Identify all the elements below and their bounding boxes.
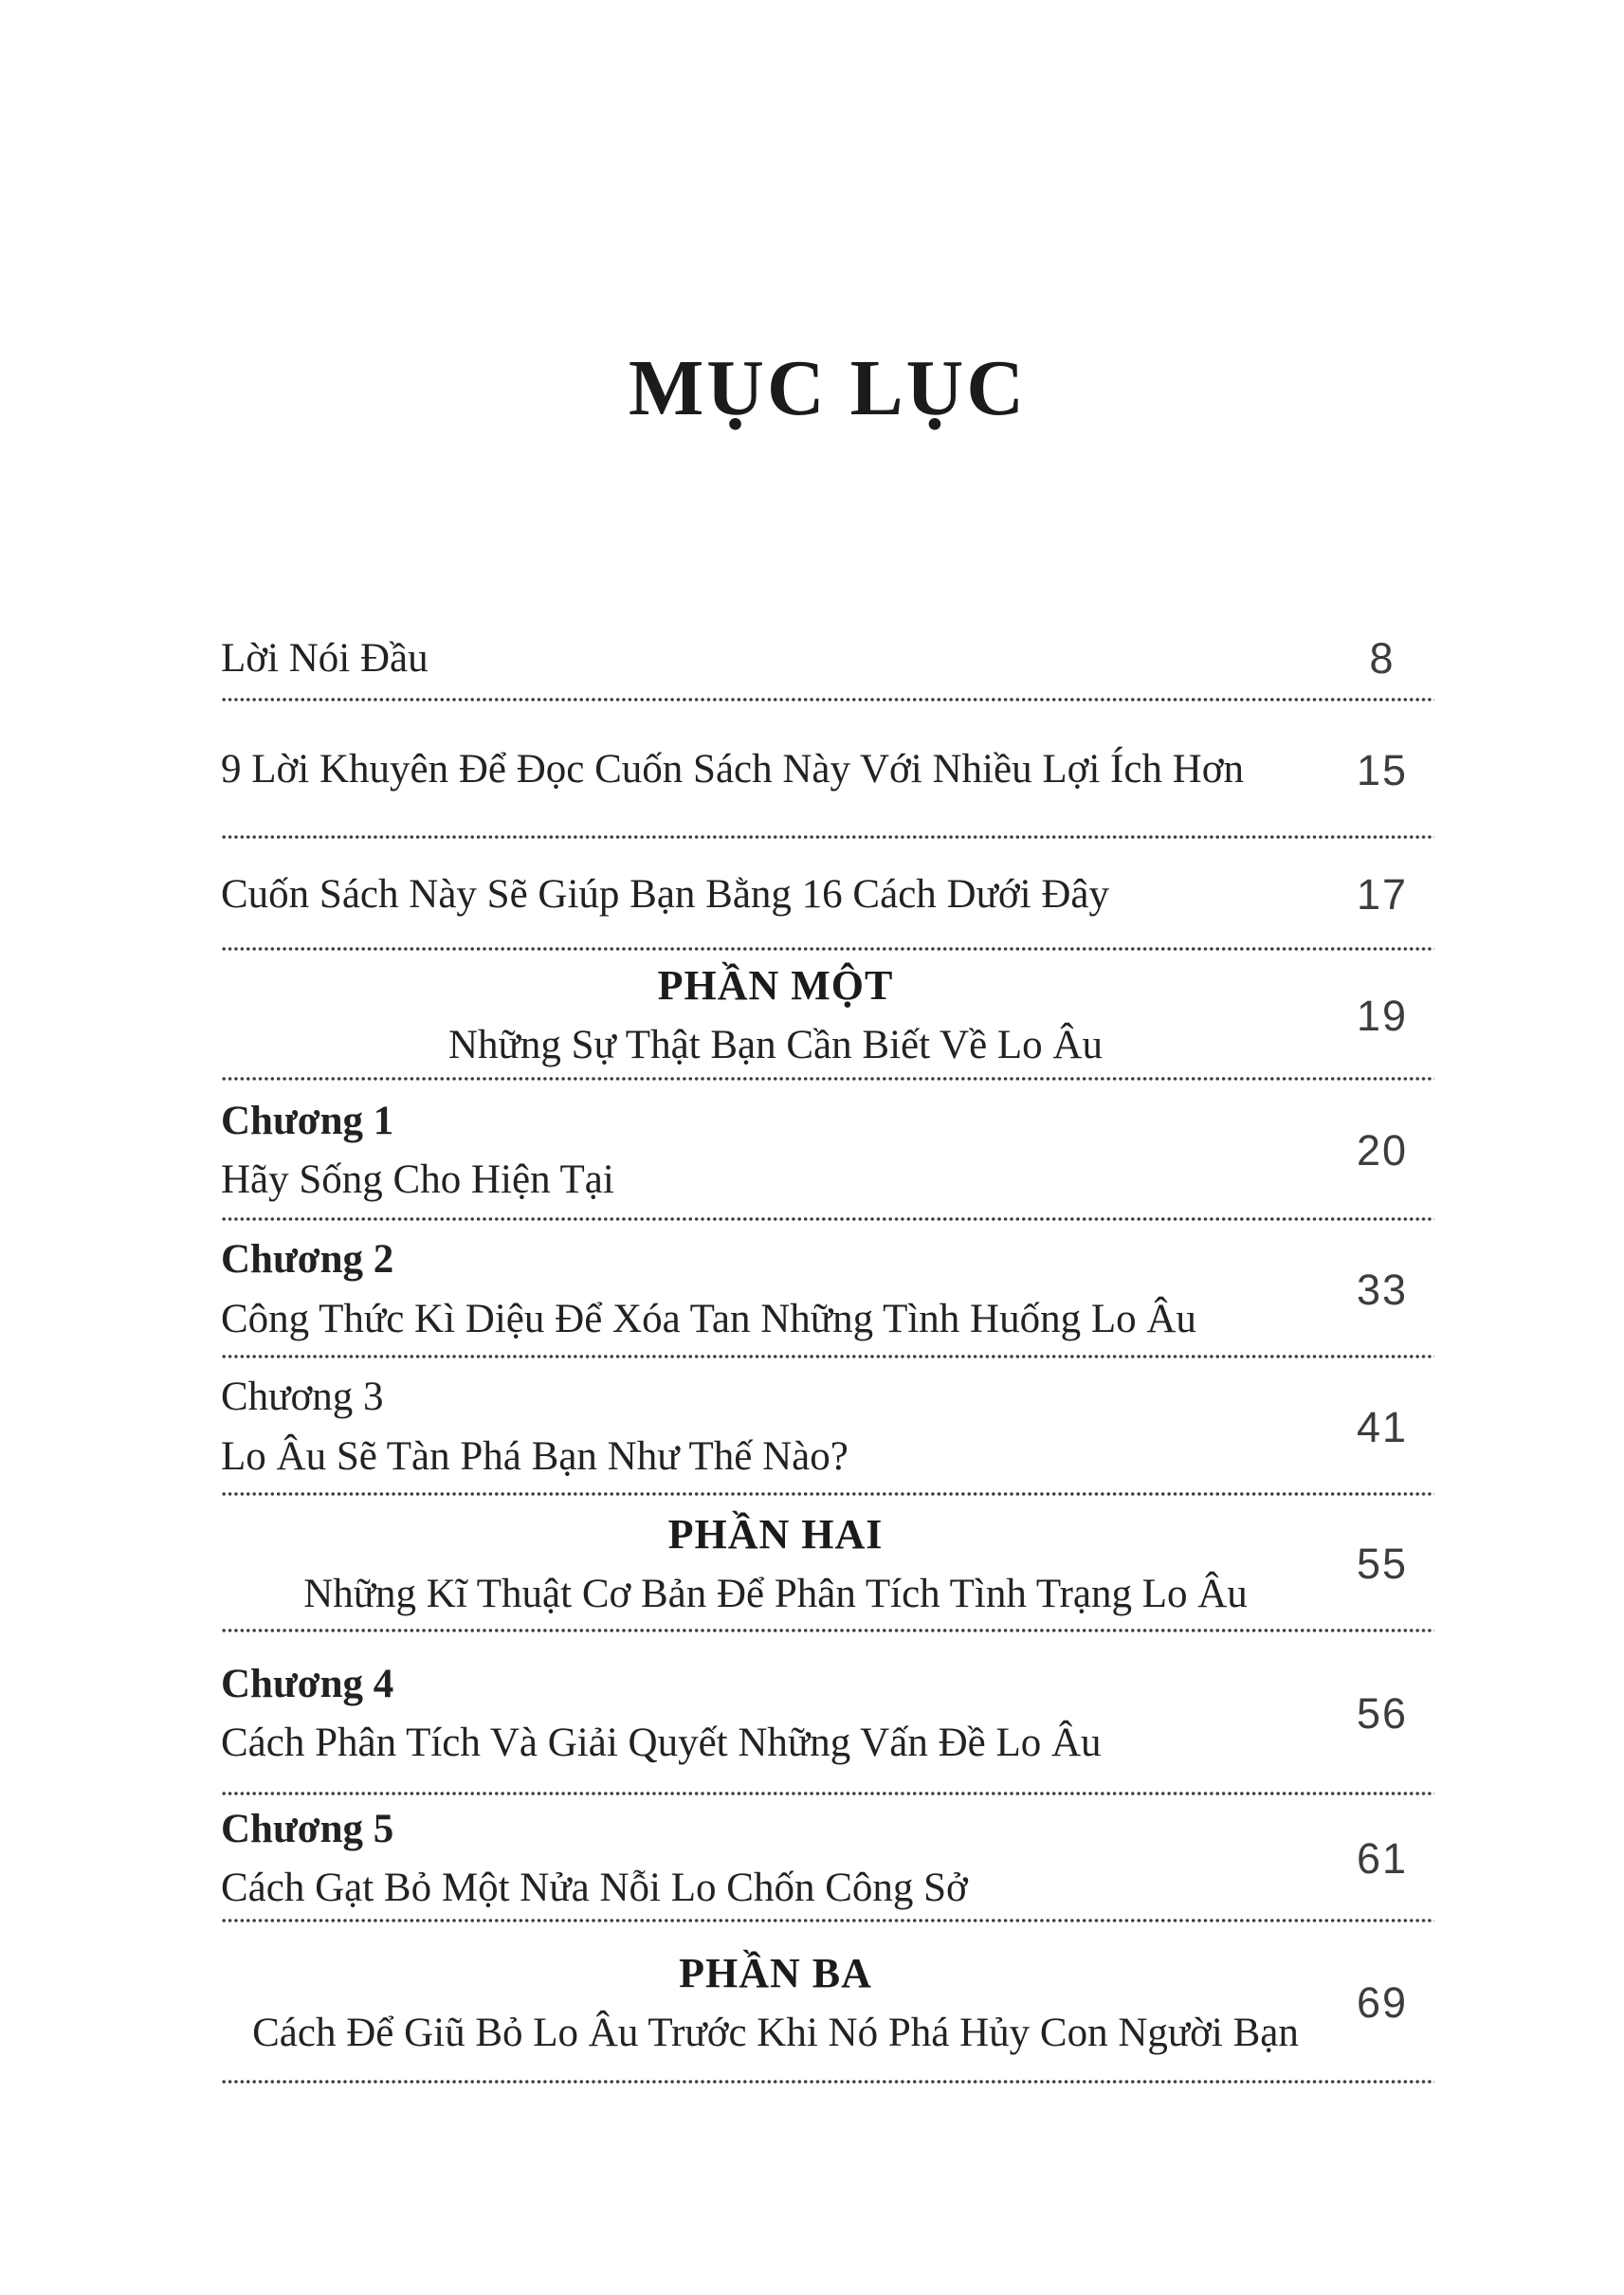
toc-entry <box>221 951 1434 1081</box>
chapter-title: Công Thức Kì Diệu Để Xóa Tan Những Tình Huống Lo Âu <box>221 1296 1196 1341</box>
chapter-label: Chương 1 <box>221 1098 394 1143</box>
chapter-label: Chương 5 <box>221 1806 394 1851</box>
page-number: 8 <box>1369 634 1396 683</box>
page-number: 17 <box>1356 870 1409 919</box>
toc-entry <box>221 1358 1434 1496</box>
chapter-label: Chương 2 <box>221 1237 394 1283</box>
entry-title: Lời Nói Đầu <box>221 635 429 681</box>
toc-entry <box>221 839 1434 951</box>
part-subtitle: Những Kĩ Thuật Cơ Bản Để Phân Tích Tình Trạng Lo Âu <box>303 1571 1248 1616</box>
toc-entry <box>221 1795 1434 1922</box>
page-title: MỤC LỤC <box>629 344 1027 432</box>
page-number: 55 <box>1356 1539 1409 1588</box>
toc-entry <box>221 1496 1434 1632</box>
part-subtitle: Cách Để Giũ Bỏ Lo Âu Trước Khi Nó Phá Hủy Con Người Bạn <box>252 2010 1299 2055</box>
dotted-separator <box>221 2080 1434 2084</box>
entry-title: 9 Lời Khuyên Để Đọc Cuốn Sách Này Với Nhiều Lợi Ích Hơn <box>221 747 1244 792</box>
entry-title: Cuốn Sách Này Sẽ Giúp Bạn Bằng 16 Cách Dưới Đây <box>221 871 1109 917</box>
chapter-title: Cách Phân Tích Và Giải Quyết Những Vấn Đề Lo Âu <box>221 1721 1102 1765</box>
toc-entry <box>221 1081 1434 1221</box>
toc-entry-text <box>221 1805 1330 1914</box>
toc-entry-text <box>221 745 1330 794</box>
toc-entry-text <box>221 634 1330 683</box>
part-label: PHẦN BA <box>679 1949 872 1996</box>
page-number: 41 <box>1356 1402 1409 1451</box>
chapter-title: Hãy Sống Cho Hiện Tại <box>221 1157 614 1202</box>
page-number: 33 <box>1356 1265 1409 1314</box>
part-label: PHẦN MỘT <box>657 962 894 1010</box>
page-number: 69 <box>1356 1978 1409 2027</box>
toc-entry-text <box>221 1948 1330 2058</box>
page-number: 15 <box>1356 745 1409 794</box>
chapter-label: Chương 3 <box>221 1375 384 1420</box>
page-number: 20 <box>1356 1126 1409 1175</box>
toc-entry-text <box>221 1097 1330 1206</box>
toc-entry-text <box>221 1660 1330 1769</box>
toc-entry <box>221 616 1434 701</box>
toc-list <box>221 616 1434 2084</box>
toc-entry <box>221 701 1434 839</box>
chapter-label: Chương 4 <box>221 1661 394 1706</box>
toc-entry-text <box>221 1235 1330 1344</box>
toc-entry <box>221 1632 1434 1795</box>
page-number: 19 <box>1356 991 1409 1040</box>
chapter-title: Cách Gạt Bỏ Một Nửa Nỗi Lo Chốn Công Sở <box>221 1866 968 1910</box>
part-label: PHẦN HAI <box>667 1510 884 1557</box>
toc-entry <box>221 1922 1434 2084</box>
toc-entry <box>221 1221 1434 1358</box>
page-number: 56 <box>1356 1689 1409 1738</box>
part-subtitle: Những Sự Thật Bạn Cần Biết Về Lo Âu <box>448 1023 1103 1068</box>
toc-entry-text <box>221 960 1330 1070</box>
toc-entry-text <box>221 870 1330 920</box>
toc-entry-text <box>221 1509 1330 1619</box>
chapter-title: Lo Âu Sẽ Tàn Phá Bạn Như Thế Nào? <box>221 1433 848 1479</box>
page-number: 61 <box>1356 1834 1409 1883</box>
toc-entry-text <box>221 1373 1330 1482</box>
